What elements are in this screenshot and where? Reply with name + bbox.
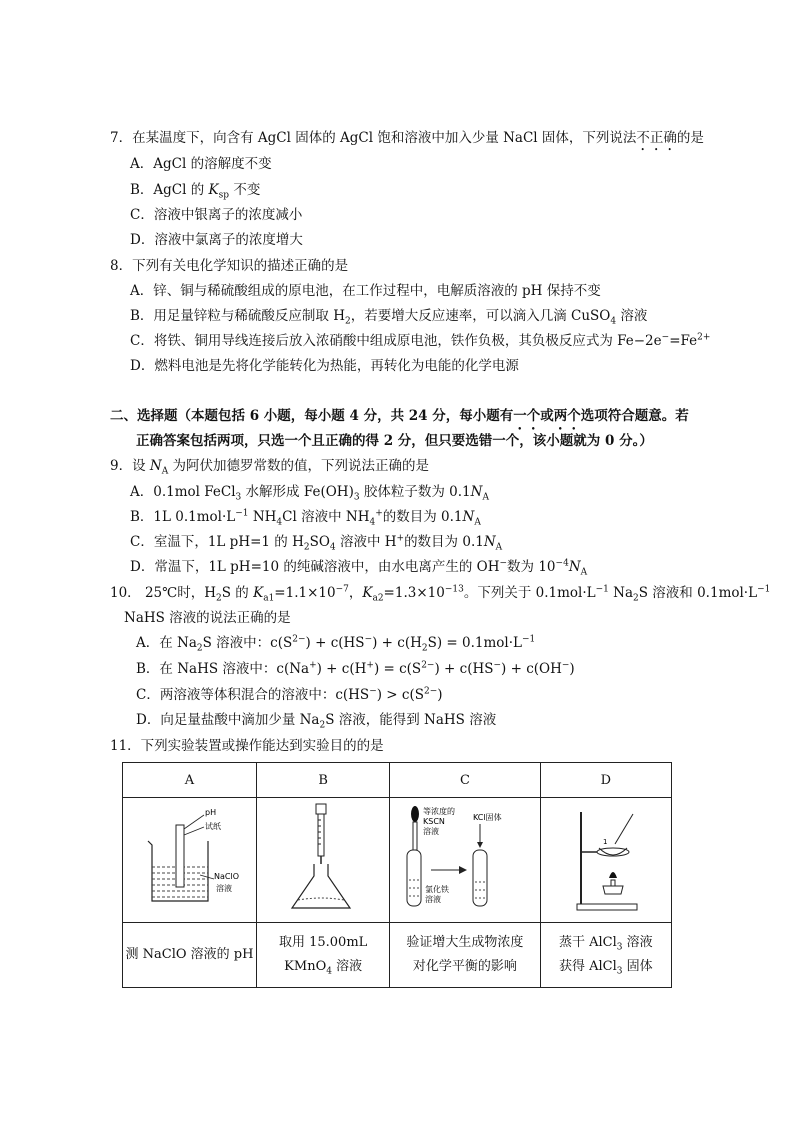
label-ph: pH (204, 808, 216, 817)
q10-stem-line2: NaHS 溶液的说法正确的是 (124, 610, 291, 626)
q9-stem: 9．设 $N_A$ 为阿伏加德罗常数的值，下列说法正确的是 (110, 458, 429, 477)
figure-a (123, 798, 257, 923)
q10-stem-line1: 10． 25℃时，$H_2S$ 的 $K_{a1}=1.1\times 10^{-7}$，$K_{a2}=1.3\times 10^{-13}$。下列关于 $0.1mol\cdot L^{-1}$ $Na_2S$ 溶液和 $0.1mol\cdot L^{-1}$ (110, 584, 771, 604)
label-fecl3-solution: 溶液 (424, 895, 441, 904)
q11-stem: 11．下列实验装置或操作能达到实验目的的是 (110, 738, 384, 754)
q7-option-c: C．溶液中银离子的浓度减小 (130, 207, 303, 223)
section2-rules: 正确答案包括两项，只选一个且正确的得 2 分，但只要选错一个，该小题就为 0 分。） (136, 433, 653, 449)
q8-option-a: A．锌、铜与稀硫酸组成的原电池，在工作过程中，电解质溶液的 pH 保持不变 (130, 283, 601, 299)
label-paper: 试纸 (204, 822, 221, 831)
test-tube-equilibrium-figure (395, 800, 535, 916)
q10-option-a: A．在 $Na_2S$ 溶液中：$c(S^{2-}) + c(HS^-) + c(H_2S) = 0.1mol\cdot L^{-1}$ (136, 634, 536, 654)
q7-option-a: A．AgCl 的溶解度不变 (130, 156, 272, 172)
figure-b (257, 798, 390, 923)
section2-emph-one: 一个 (513, 408, 541, 424)
evaporation-figure (551, 800, 661, 916)
q10-option-b: B．在 NaHS 溶液中：$c(Na^+) + c(H^+) = c(S^{2-}) + c(HS^-) + c(OH^-)$ (136, 660, 575, 677)
section2-title: 二、选择题（本题包括 6 小题，每小题 4 分，共 24 分，每小题有一个或两个选项符合题意。若 (110, 408, 689, 424)
label-one: 1 (602, 838, 608, 846)
label-equal-conc: 等浓度的 (422, 807, 455, 816)
beaker-ph-figure (130, 803, 250, 913)
q10-option-c: C．两溶液等体积混合的溶液中：$c(HS^-) > c(S^{2-})$ (136, 686, 443, 703)
label-kcl-solid: KCl固体 (472, 813, 502, 822)
burette-flask-figure (268, 800, 378, 916)
q7-option-b: B．AgCl 的 $K_{sp}$ 不变 (130, 182, 261, 201)
q8-stem: 8．下列有关电化学知识的描述正确的是 (110, 258, 349, 274)
label-naclo: NaClO (213, 872, 239, 881)
table-figure-row (123, 798, 672, 923)
header-c: C (390, 763, 540, 798)
q7-stem: 7．在某温度下，向含有 AgCl 固体的 AgCl 饱和溶液中加入少量 NaCl 固体，下列说法不正确的是 (110, 130, 704, 146)
caption-c: 验证增大生成物浓度 对化学平衡的影响 (390, 923, 540, 988)
table-header-row (123, 763, 672, 798)
table-caption-row (123, 923, 672, 988)
section2-emph-two: 两个 (553, 408, 581, 424)
header-b: B (257, 763, 390, 798)
q9-option-d: D．常温下，1L pH=10 的纯碱溶液中，由水电离产生的 OH−数为 $10^{-4}N_A$ (130, 558, 588, 578)
q9-option-c: C．室温下，1L pH=1 的 $H_2SO_4$ 溶液中 H+的数目为 $0.1N_A$ (130, 533, 503, 553)
q8-option-c: C．将铁、铜用导线连接后放入浓硝酸中组成原电池，铁作负极，其负极反应式为 $Fe-2e^-=Fe^{2+}$ (130, 332, 711, 349)
figure-c (390, 798, 540, 923)
q9-option-b: B．1L $0.1mol\cdot L^{-1}$ $NH_4Cl$ 溶液中 $NH_4^+$的数目为 $0.1N_A$ (130, 508, 481, 528)
label-solution: 溶液 (215, 884, 232, 893)
q7-emphasis: 不正确 (636, 130, 677, 146)
label-kscn-solution: 溶液 (422, 827, 439, 836)
q7-option-d: D．溶液中氯离子的浓度增大 (130, 232, 303, 248)
caption-a: 测 NaClO 溶液的 pH (123, 923, 257, 988)
header-a: A (123, 763, 257, 798)
header-d: D (540, 763, 671, 798)
q10-option-d: D．向足量盐酸中滴加少量 $Na_2S$ 溶液，能得到 NaHS 溶液 (136, 712, 497, 731)
figure-d (540, 798, 671, 923)
label-kscn: KSCN (422, 817, 445, 826)
q8-option-d: D．燃料电池是先将化学能转化为热能，再转化为电能的化学电源 (130, 358, 519, 374)
q8-option-b: B．用足量锌粒与稀硫酸反应制取 $H_2$，若要增大反应速率，可以滴入几滴 CuSO$_4$ 溶液 (130, 308, 648, 327)
experiment-table (122, 762, 672, 988)
q9-option-a: A．0.1mol FeCl$_3$ 水解形成 $Fe(OH)_3$ 胶体粒子数为 $0.1N_A$ (130, 484, 489, 503)
caption-d: 蒸干 AlCl$_3$ 溶液 获得 AlCl$_3$ 固体 (540, 923, 671, 988)
caption-b: 取用 15.00mL KMnO$_4$ 溶液 (257, 923, 390, 988)
label-ferric-chloride: 氯化铁 (424, 885, 449, 894)
